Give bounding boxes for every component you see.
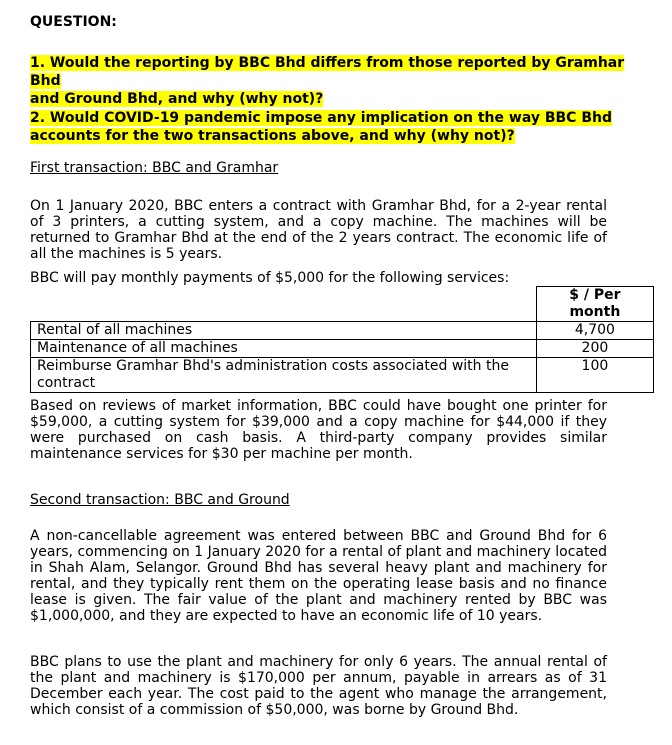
first-transaction-paragraph-1: On 1 January 2020, BBC enters a contract with Gramhar Bhd, for a 2-year rental of 3 printers, a cutting system, and a copy machine. The machines will be returned to Gramhar Bhd at the end of the 2 years contract. The economic life of all the machines is 5 years. bbox=[30, 198, 607, 262]
amount-column-header: $ / Per month bbox=[536, 287, 653, 322]
second-transaction-paragraph-2: BBC plans to use the plant and machinery for only 6 years. The annual rental of the plant and machinery is $170,000 per annum, payable in arrears as of 31 December each year. The cost paid to the agent who manage the arrangement, which consist of a commission of $50,000, was borne by Ground Bhd. bbox=[30, 654, 607, 718]
row-amount: 200 bbox=[536, 340, 653, 358]
table-row bbox=[31, 340, 654, 358]
row-amount: 100 bbox=[536, 358, 653, 393]
first-transaction-title: First transaction: BBC and Gramhar bbox=[30, 160, 279, 176]
second-transaction-paragraph-1: A non-cancellable agreement was entered between BBC and Ground Bhd for 6 years, commencing on 1 January 2020 for a rental of plant and machinery located in Shah Alam, Selangor. Ground Bhd has several heavy plant and machinery for rental, and they typically rent them on the operating lease basis and no finance lease is given. The fair value of the plant and machinery rented by BBC was $1,000,000, and they are expected to have an economic life of 10 years. bbox=[30, 528, 607, 624]
question-2-line-2: accounts for the two transactions above, and why (why not)? bbox=[30, 128, 515, 144]
question-1-line-2: and Ground Bhd, and why (why not)? bbox=[30, 91, 324, 107]
question-2-line-1: 2. Would COVID-19 pandemic impose any implication on the way BBC Bhd bbox=[30, 110, 612, 126]
question-1-line-1: 1. Would the reporting by BBC Bhd differs from those reported by Gramhar Bhd bbox=[30, 55, 625, 89]
first-transaction-paragraph-2: BBC will pay monthly payments of $5,000 for the following services: bbox=[30, 270, 510, 286]
row-description: Reimburse Gramhar Bhd's administration costs associated with the contract bbox=[31, 358, 537, 393]
table-header-row bbox=[31, 287, 654, 322]
table-row bbox=[31, 358, 654, 393]
row-description: Rental of all machines bbox=[31, 322, 537, 340]
second-transaction-title: Second transaction: BBC and Ground bbox=[30, 492, 290, 508]
question-2 bbox=[30, 109, 630, 145]
row-description: Maintenance of all machines bbox=[31, 340, 537, 358]
question-heading: QUESTION: bbox=[30, 14, 117, 30]
question-1 bbox=[30, 54, 630, 108]
row-amount: 4,700 bbox=[536, 322, 653, 340]
description-column-header bbox=[31, 287, 537, 322]
services-table bbox=[30, 286, 654, 393]
first-transaction-paragraph-3: Based on reviews of market information, BBC could have bought one printer for $59,000, a cutting system for $39,000 and a copy machine for $44,000 if they were purchased on cash basis. A third-party company provides similar maintenance services for $30 per machine per month. bbox=[30, 398, 607, 462]
table-row bbox=[31, 322, 654, 340]
